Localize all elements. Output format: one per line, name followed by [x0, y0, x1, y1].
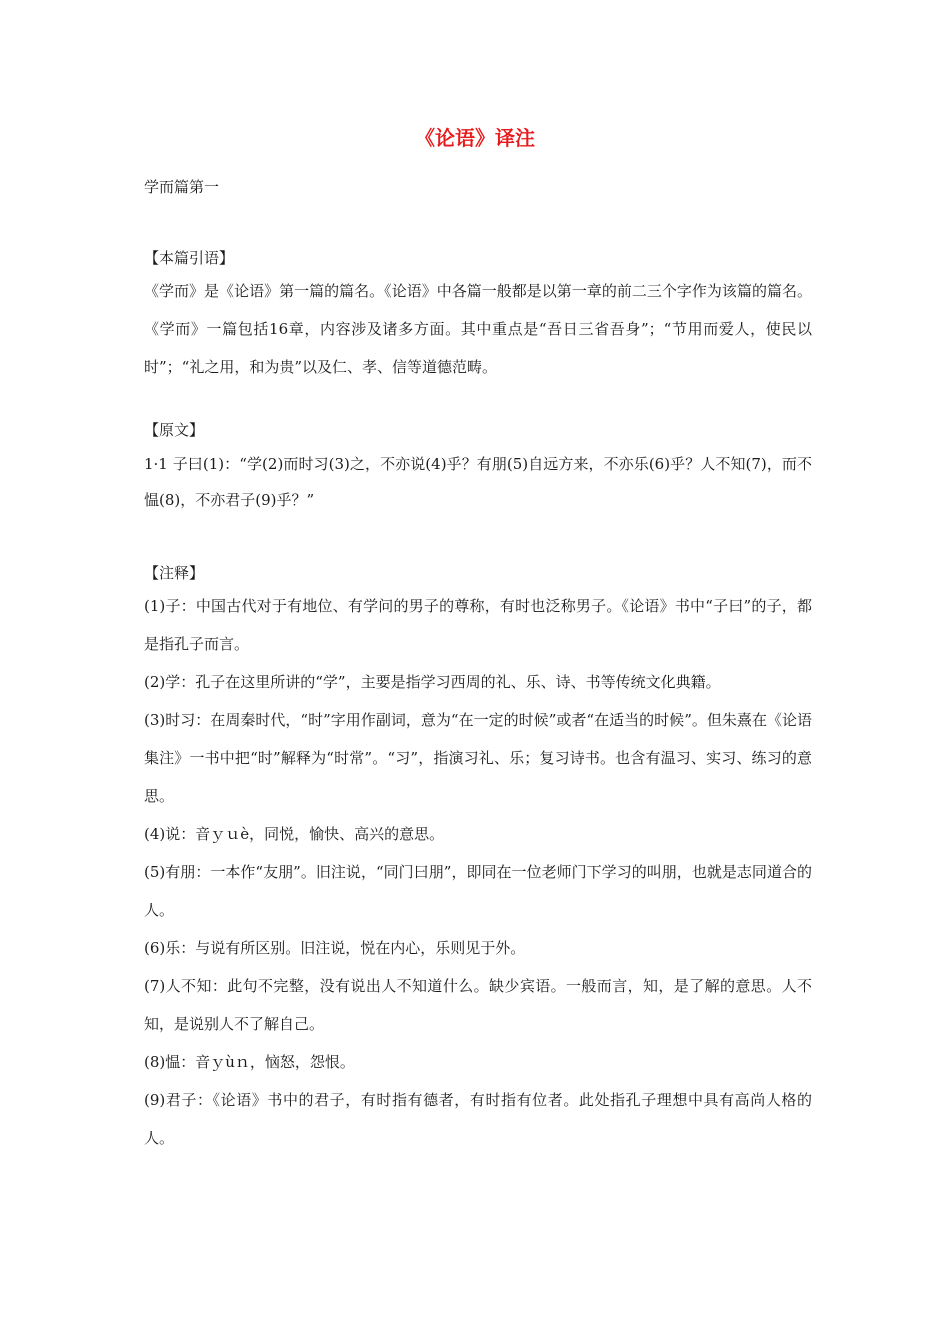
document-title: 《论语》译注 — [415, 126, 535, 150]
note-item: (3)时习：在周秦时代，“时”字用作副词，意为“在一定的时候”或者“在适当的时候”。但朱熹在《论语集注》一书中把“时”解释为“时常”。“习”，指演习礼、乐；复习诗书。也含有温习、实习、练习的意思。 — [144, 711, 812, 805]
note-item: (9)君子：《论语》书中的君子，有时指有德者，有时指有位者。此处指孔子理想中具有高尚人格的人。 — [144, 1091, 812, 1147]
document-body — [144, 248, 812, 1157]
note-item: (2)学：孔子在这里所讲的“学”，主要是指学习西周的礼、乐、诗、书等传统文化典籍。 — [144, 673, 721, 691]
intro-paragraph: 《学而》是《论语》第一篇的篇名。《论语》中各篇一般都是以第一章的前二三个字作为该篇的篇名。《学而》一篇包括16章，内容涉及诸多方面。其中重点是“吾日三省吾身”；“节用而爱人，使民以时”；“礼之用，和为贵”以及仁、孝、信等道德范畴。 — [144, 282, 812, 376]
note-item: (1)子：中国古代对于有地位、有学问的男子的尊称，有时也泛称男子。《论语》书中“子曰”的子，都是指孔子而言。 — [144, 597, 812, 653]
note-item: (7)人不知：此句不完整，没有说出人不知道什么。缺少宾语。一般而言，知，是了解的意思。人不知，是说别人不了解自己。 — [144, 977, 812, 1033]
notes-list — [144, 587, 812, 1157]
notes-heading: 【注释】 — [144, 564, 205, 582]
original-paragraph: 1·1 子曰(1)：“学(2)而时习(3)之，不亦说(4)乎？有朋(5)自远方来，不亦乐(6)乎？人不知(7)，而不愠(8)，不亦君子(9)乎？” — [144, 455, 812, 509]
chapter-title: 学而篇第一 — [144, 178, 220, 196]
intro-heading: 【本篇引语】 — [144, 249, 235, 267]
original-heading: 【原文】 — [144, 421, 205, 439]
note-item: (6)乐：与说有所区别。旧注说，悦在内心，乐则见于外。 — [144, 939, 526, 957]
note-item: (4)说：音ｙｕè，同悦，愉快、高兴的意思。 — [144, 825, 445, 843]
note-item: (5)有朋：一本作“友朋”。旧注说，“同门曰朋”，即同在一位老师门下学习的叫朋，也就是志同道合的人。 — [144, 863, 812, 919]
note-item: (8)愠：音ｙùｎ，恼怒，怨恨。 — [144, 1053, 355, 1071]
